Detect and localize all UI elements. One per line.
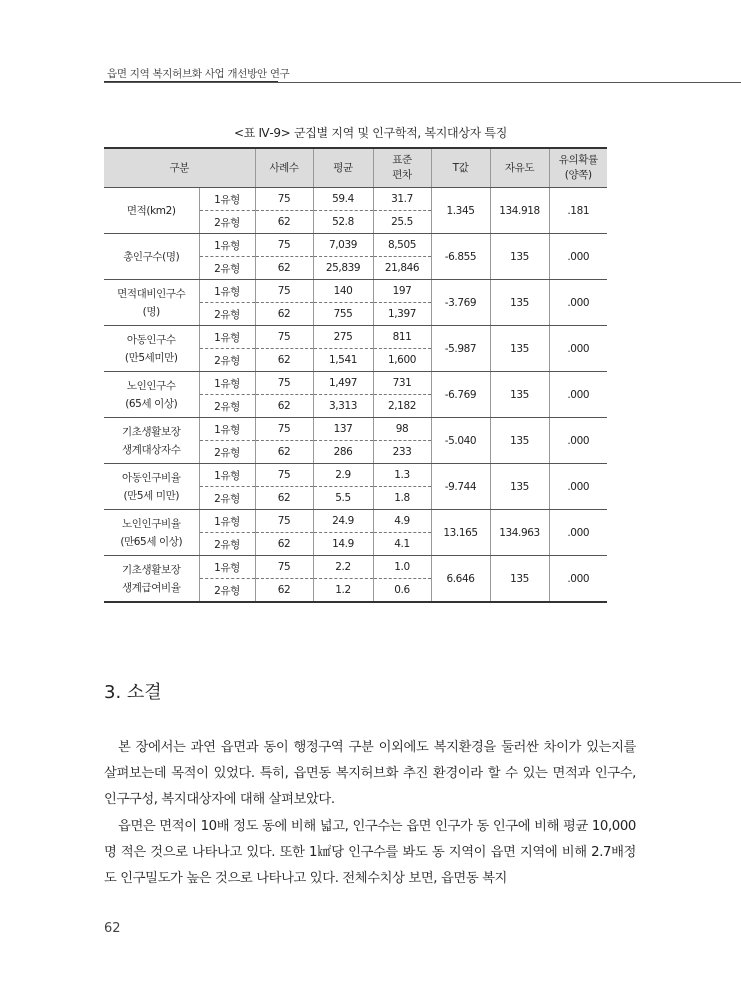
- sd-cell: 1.0: [373, 556, 431, 579]
- p-value-cell: .000: [549, 510, 607, 556]
- type-cell: 2유형: [199, 349, 255, 372]
- row-label: [104, 234, 199, 280]
- t-value-cell: -5.040: [431, 418, 490, 464]
- t-value-cell: 1.345: [431, 188, 490, 234]
- sd-cell: 4.9: [373, 510, 431, 533]
- mean-cell: 59.4: [313, 188, 373, 211]
- cases-cell: 75: [255, 372, 313, 395]
- table-row: [104, 234, 607, 257]
- header-category: 구분: [104, 148, 255, 188]
- cases-cell: 75: [255, 418, 313, 441]
- statistics-table: [104, 147, 607, 603]
- row-label: [104, 280, 199, 326]
- cases-cell: 75: [255, 280, 313, 303]
- p-value-cell: .181: [549, 188, 607, 234]
- cases-cell: 62: [255, 211, 313, 234]
- cases-cell: 62: [255, 349, 313, 372]
- type-cell: 1유형: [199, 556, 255, 579]
- cases-cell: 62: [255, 441, 313, 464]
- row-label-line2: (만5세 미만): [123, 489, 180, 502]
- df-cell: 135: [490, 372, 549, 418]
- cases-cell: 75: [255, 326, 313, 349]
- type-cell: 2유형: [199, 441, 255, 464]
- header-df: 자유도: [490, 148, 549, 188]
- header-sd-line1: 표준: [392, 154, 412, 166]
- table-row: [104, 418, 607, 441]
- cases-cell: 62: [255, 395, 313, 418]
- p-value-cell: .000: [549, 418, 607, 464]
- table-row: [104, 326, 607, 349]
- table-caption: <표 Ⅳ-9> 군집별 지역 및 인구학적, 복지대상자 특징: [233, 126, 508, 140]
- type-cell: 2유형: [199, 395, 255, 418]
- header-sd-line2: 편차: [392, 169, 412, 181]
- row-label: [104, 326, 199, 372]
- row-label: [104, 188, 199, 234]
- table-row: [104, 372, 607, 395]
- row-label-line2: (만5세미만): [124, 351, 178, 364]
- mean-cell: 755: [313, 303, 373, 326]
- table-row: [104, 280, 607, 303]
- mean-cell: 7,039: [313, 234, 373, 257]
- header-rule: [104, 82, 741, 83]
- table-row: [104, 510, 607, 533]
- sd-cell: 1.8: [373, 487, 431, 510]
- t-value-cell: -9.744: [431, 464, 490, 510]
- row-label-line1: 노인인구수: [126, 379, 176, 392]
- type-cell: 1유형: [199, 464, 255, 487]
- mean-cell: 137: [313, 418, 373, 441]
- row-label-line1: 아동인구수: [126, 333, 176, 346]
- t-value-cell: -6.769: [431, 372, 490, 418]
- type-cell: 1유형: [199, 510, 255, 533]
- sd-cell: 25.5: [373, 211, 431, 234]
- row-label-line1: 노인인구비율: [122, 517, 181, 530]
- t-value-cell: 6.646: [431, 556, 490, 603]
- table-row: [104, 188, 607, 211]
- sd-cell: 811: [373, 326, 431, 349]
- paragraph: 읍면은 면적이 10배 정도 동에 비해 넓고, 인구수는 읍면 인구가 동 인구에 비해 평균 10,000명 적은 것으로 나타나고 있다. 또한 1㎢당 인구수를 봐도 동 지역이 읍면 지역에 비해 2.7배정도 인구밀도가 높은 것으로 나타나고 있다. 전체수치상 보면, 읍면동 복지: [104, 818, 636, 887]
- mean-cell: 1.2: [313, 579, 373, 603]
- row-label: [104, 556, 199, 603]
- sd-cell: 1,397: [373, 303, 431, 326]
- cases-cell: 62: [255, 533, 313, 556]
- row-label-line1: 기초생활보장: [122, 425, 181, 438]
- type-cell: 2유형: [199, 533, 255, 556]
- p-value-cell: .000: [549, 464, 607, 510]
- type-cell: 2유형: [199, 257, 255, 280]
- sd-cell: 98: [373, 418, 431, 441]
- mean-cell: 275: [313, 326, 373, 349]
- mean-cell: 52.8: [313, 211, 373, 234]
- cases-cell: 75: [255, 234, 313, 257]
- df-cell: 135: [490, 418, 549, 464]
- mean-cell: 25,839: [313, 257, 373, 280]
- mean-cell: 1,541: [313, 349, 373, 372]
- row-label: [104, 464, 199, 510]
- sd-cell: 233: [373, 441, 431, 464]
- type-cell: 2유형: [199, 303, 255, 326]
- cases-cell: 75: [255, 556, 313, 579]
- row-label-line2: 생계대상자수: [122, 443, 181, 456]
- header-mean: 평균: [313, 148, 373, 188]
- sd-cell: 1.3: [373, 464, 431, 487]
- type-cell: 1유형: [199, 326, 255, 349]
- cases-cell: 62: [255, 257, 313, 280]
- running-header: 읍면 지역 복지허브화 사업 개선방안 연구: [107, 68, 290, 80]
- row-label-line1: 면적(km2): [126, 204, 176, 217]
- paragraph: 본 장에서는 과연 읍면과 동이 행정구역 구분 이외에도 복지환경을 둘러싼 차이가 있는지를 살펴보는데 목적이 있었다. 특히, 읍면동 복지허브화 추진 환경이라 할 수 있는 면적과 인구수, 인구구성, 복지대상자에 대해 살펴보았다.: [104, 740, 636, 808]
- mean-cell: 24.9: [313, 510, 373, 533]
- p-value-cell: .000: [549, 372, 607, 418]
- df-cell: 134.918: [490, 188, 549, 234]
- sd-cell: 21,846: [373, 257, 431, 280]
- cases-cell: 62: [255, 487, 313, 510]
- type-cell: 2유형: [199, 211, 255, 234]
- sd-cell: 1,600: [373, 349, 431, 372]
- type-cell: 1유형: [199, 234, 255, 257]
- table-row: [104, 556, 607, 579]
- page-number: 62: [104, 921, 121, 936]
- type-cell: 2유형: [199, 579, 255, 603]
- sd-cell: 0.6: [373, 579, 431, 603]
- type-cell: 1유형: [199, 280, 255, 303]
- type-cell: 1유형: [199, 372, 255, 395]
- p-value-cell: .000: [549, 234, 607, 280]
- header-p: [549, 148, 607, 188]
- mean-cell: 1,497: [313, 372, 373, 395]
- t-value-cell: 13.165: [431, 510, 490, 556]
- sd-cell: 197: [373, 280, 431, 303]
- row-label-line2: (명): [142, 305, 160, 318]
- mean-cell: 286: [313, 441, 373, 464]
- sd-cell: 8,505: [373, 234, 431, 257]
- df-cell: 135: [490, 234, 549, 280]
- sd-cell: 2,182: [373, 395, 431, 418]
- mean-cell: 2.2: [313, 556, 373, 579]
- body-text: [104, 735, 636, 892]
- p-value-cell: .000: [549, 280, 607, 326]
- table-header-row: [104, 148, 607, 188]
- header-p-line2: (양쪽): [564, 169, 592, 181]
- sd-cell: 731: [373, 372, 431, 395]
- t-value-cell: -5.987: [431, 326, 490, 372]
- df-cell: 135: [490, 464, 549, 510]
- header-t: T값: [431, 148, 490, 188]
- table-row: [104, 464, 607, 487]
- p-value-cell: .000: [549, 556, 607, 603]
- df-cell: 135: [490, 280, 549, 326]
- mean-cell: 3,313: [313, 395, 373, 418]
- row-label: [104, 372, 199, 418]
- mean-cell: 2.9: [313, 464, 373, 487]
- cases-cell: 75: [255, 464, 313, 487]
- section-title: 3. 소결: [104, 682, 162, 703]
- cases-cell: 75: [255, 510, 313, 533]
- cases-cell: 75: [255, 188, 313, 211]
- sd-cell: 4.1: [373, 533, 431, 556]
- row-label-line2: 생계급여비율: [122, 581, 181, 594]
- row-label-line1: 면적대비인구수: [117, 287, 186, 300]
- type-cell: 1유형: [199, 188, 255, 211]
- cases-cell: 62: [255, 303, 313, 326]
- mean-cell: 14.9: [313, 533, 373, 556]
- cases-cell: 62: [255, 579, 313, 603]
- sd-cell: 31.7: [373, 188, 431, 211]
- row-label-line2: (65세 이상): [125, 397, 178, 410]
- row-label-line2: (만65세 이상): [120, 535, 183, 548]
- p-value-cell: .000: [549, 326, 607, 372]
- header-p-line1: 유의확률: [558, 154, 598, 166]
- header-cases: 사례수: [255, 148, 313, 188]
- row-label: [104, 510, 199, 556]
- df-cell: 135: [490, 326, 549, 372]
- table-body: [104, 188, 607, 603]
- t-value-cell: -3.769: [431, 280, 490, 326]
- row-label-line1: 총인구수(명): [123, 250, 180, 263]
- row-label-line1: 기초생활보장: [122, 563, 181, 576]
- mean-cell: 5.5: [313, 487, 373, 510]
- row-label-line1: 아동인구비율: [122, 471, 181, 484]
- type-cell: 2유형: [199, 487, 255, 510]
- mean-cell: 140: [313, 280, 373, 303]
- df-cell: 135: [490, 556, 549, 603]
- header-sd: [373, 148, 431, 188]
- row-label: [104, 418, 199, 464]
- type-cell: 1유형: [199, 418, 255, 441]
- t-value-cell: -6.855: [431, 234, 490, 280]
- df-cell: 134.963: [490, 510, 549, 556]
